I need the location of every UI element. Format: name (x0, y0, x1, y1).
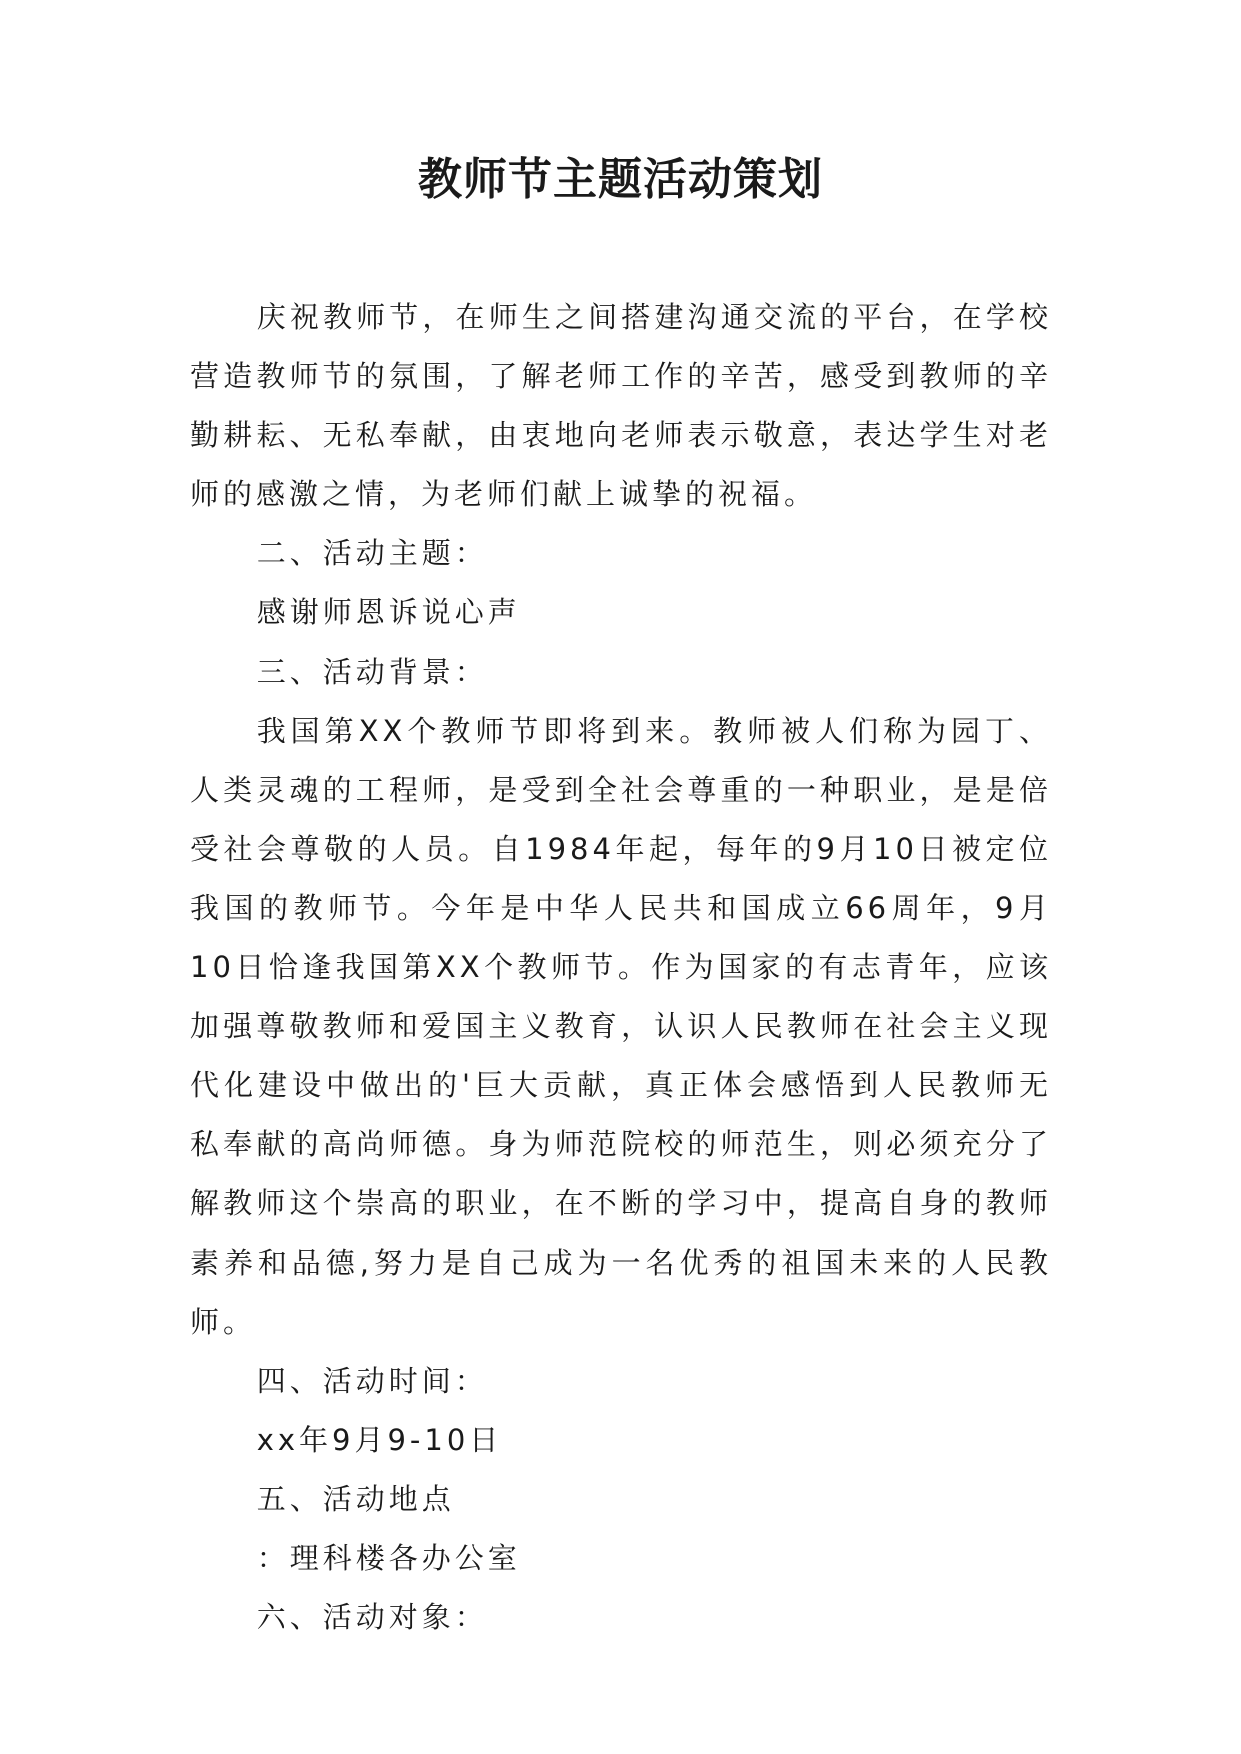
section-heading-background: 三、活动背景： (256, 654, 488, 689)
document-body (190, 288, 1052, 1647)
background-paragraph: 我国第XX个教师节即将到来。教师被人们称为园丁、人类灵魂的工程师，是受到全社会尊重的一种职业，是是倍受社会尊敬的人员。自1984年起，每年的9月10日被定位我国的教师节。今年是中华人民共和国成立66周年，9月10日恰逢我国第XX个教师节。作为国家的有志青年，应该加强尊敬教师和爱国主义教育，认识人民教师在社会主义现代化建设中做出的'巨大贡献，真正体会感悟到人民教师无私奉献的高尚师德。身为师范院校的师范生，则必须充分了解教师这个崇高的职业，在不断的学习中，提高自身的教师素养和品德,努力是自己成为一名优秀的祖国未来的人民教师。 (190, 713, 1052, 1339)
time-text: xx年9月9-10日 (256, 1422, 503, 1457)
theme-text: 感谢师恩诉说心声 (256, 595, 521, 630)
section-heading-time: 四、活动时间： (256, 1363, 488, 1398)
intro-paragraph: 庆祝教师节，在师生之间搭建沟通交流的平台，在学校营造教师节的氛围，了解老师工作的辛苦，感受到教师的辛勤耕耘、无私奉献，由衷地向老师表示敬意，表达学生对老师的感激之情，为老师们献上诚挚的祝福。 (190, 300, 1052, 512)
document-title: 教师节主题活动策划 (418, 154, 823, 205)
location-text: ：理科楼各办公室 (256, 1540, 521, 1575)
section-heading-location: 五、活动地点 (256, 1481, 455, 1516)
section-heading-audience: 六、活动对象： (256, 1600, 488, 1635)
section-heading-theme: 二、活动主题： (256, 536, 488, 571)
